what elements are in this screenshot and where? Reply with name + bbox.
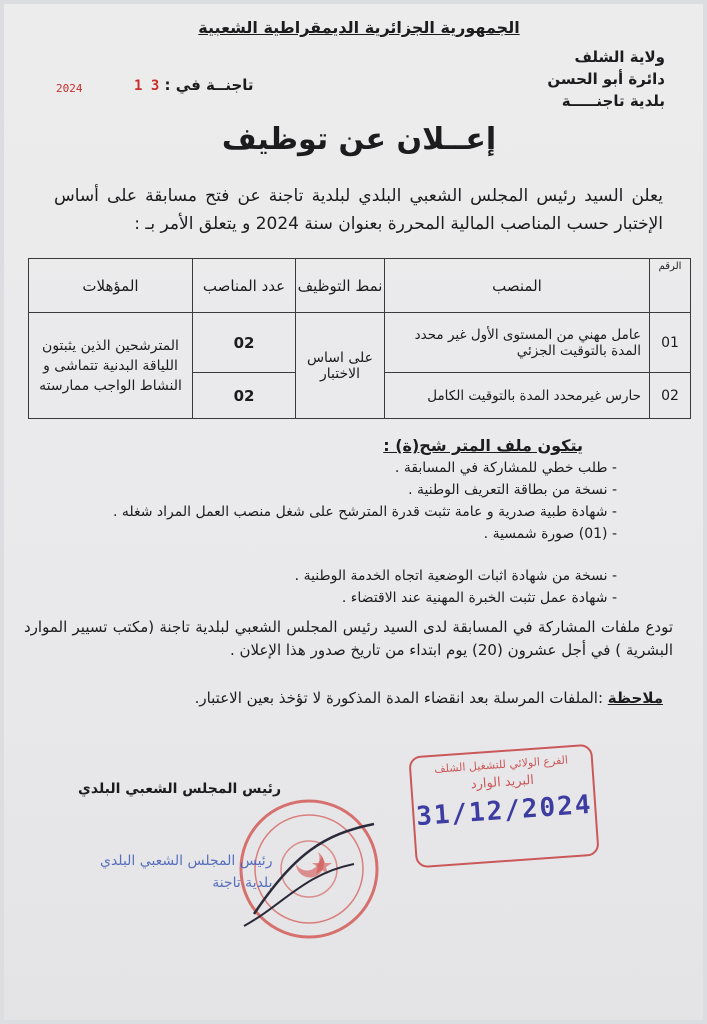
blue-stamp-line-2: بلدية تاجنة [212, 875, 273, 891]
list-item: - طلب خطي للمشاركة في المسابقة . [394, 460, 617, 476]
row-count: 02 [193, 373, 296, 419]
place-prefix: تاجنــة في : [164, 76, 254, 94]
wilaya-line: ولاية الشلف [574, 48, 665, 66]
table-row [29, 313, 691, 373]
row-number: 01 [650, 313, 691, 373]
stamp-line-2: البريد الوارد [470, 772, 535, 793]
row-count: 02 [193, 313, 296, 373]
header-qualifications: المؤهلات [29, 259, 193, 313]
intro-paragraph: يعلن السيد رئيس المجلس الشعبي البلدي لبلدية تاجنة عن فتح مسابقة على أساس الإختبار حسب المناصب المالية المحررة بعنوان سنة 2024 و يتعلق الأمر بـ : [54, 186, 663, 234]
list-item: - نسخة من بطاقة التعريف الوطنية . [408, 482, 617, 498]
note [195, 689, 663, 707]
list-item: - شهادة طبية صدرية و عامة تثبت قدرة المترشح على شغل منصب العمل المراد شغله . [112, 504, 617, 520]
daira-line: دائرة أبو الحسن [547, 70, 665, 88]
commune-line: بلدية تاجنـــــة [561, 92, 665, 110]
documents-list [113, 457, 617, 545]
note-label: ملاحظة [607, 689, 663, 707]
documents-title: يتكون ملف المتر شح(ة) : [383, 436, 583, 455]
place-date [134, 76, 254, 94]
republic-heading: الجمهورية الجزائرية الديمقراطية الشعبية [198, 18, 520, 37]
row-position: عامل مهني من المستوى الأول غير محدد المدة بالتوقيت الجزئي [385, 313, 650, 373]
positions-table [28, 258, 691, 419]
signer-title: رئيس المجلس الشعبي البلدي [78, 781, 281, 797]
blue-stamp-line-1: رئيس المجلس الشعبي البلدي [100, 853, 273, 869]
documents-list-extra [295, 565, 617, 609]
row-mode: على اساس الاختبار [296, 313, 385, 419]
header-count: عدد المناصب [193, 259, 296, 313]
row-qualifications: المترشحين الذين يثبتون اللياقة البدنية تتماشى و النشاط الواجب ممارسته [29, 313, 193, 419]
admin-block [547, 46, 665, 112]
row-position: حارس غيرمحدد المدة بالتوقيت الكامل [385, 373, 650, 419]
header-mode: نمط التوظيف [296, 259, 385, 313]
row-number: 02 [650, 373, 691, 419]
header-number: الرقم [650, 259, 691, 313]
list-item: - (01) صورة شمسية . [483, 526, 617, 542]
stamp-line-1: الفرع الولائي للتشغيل الشلف [433, 753, 569, 776]
stamp-handwritten-date: 31/12/2024 [415, 789, 594, 833]
deposit-paragraph: تودع ملفات المشاركة في المسابقة لدى السيد رئيس المجلس الشعبي لبلدية تاجنة (مكتب تسيير الموارد البشرية ) في أجل عشرون (20) يوم ابتداء من تاريخ صدور هذا الإعلان . [24, 618, 673, 659]
date-year: 2024 [56, 82, 83, 95]
incoming-mail-stamp [408, 744, 599, 869]
page-title: إعــلان عن توظيف [221, 122, 497, 157]
table-header-row [29, 259, 691, 313]
document-page [4, 4, 703, 1020]
blue-signature-stamp [100, 850, 272, 894]
handwritten-date: 3 1 [134, 78, 160, 94]
header-position: المنصب [385, 259, 650, 313]
list-item: - نسخة من شهادة اثبات الوضعية اتجاه الخدمة الوطنية . [294, 568, 617, 584]
list-item: - شهادة عمل تثبت الخبرة المهنية عند الاقتضاء . [341, 590, 617, 606]
note-text: :الملفات المرسلة بعد انقضاء المدة المذكورة لا تؤخذ بعين الاعتبار. [194, 689, 604, 707]
